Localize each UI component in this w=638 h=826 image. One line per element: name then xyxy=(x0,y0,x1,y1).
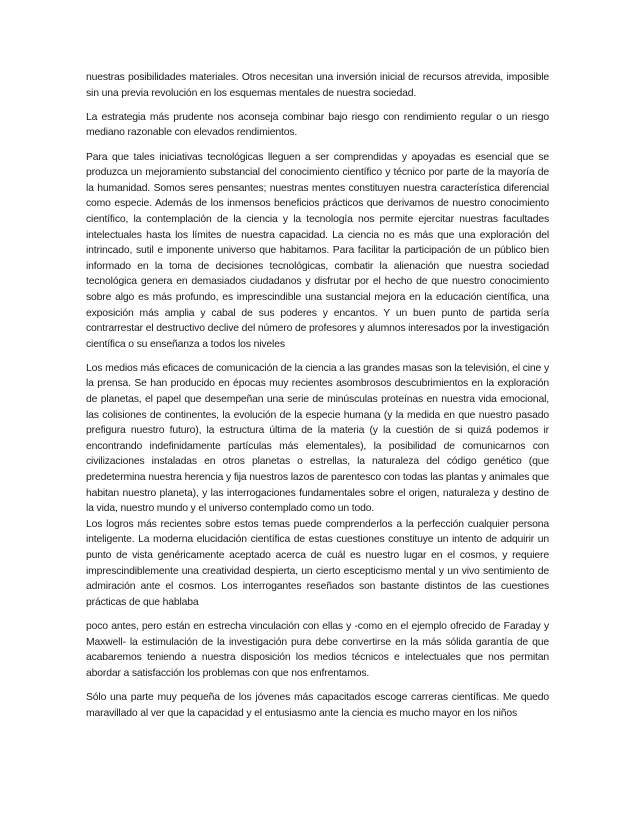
paragraph-6: poco antes, pero están en estrecha vinculación con ellas y -como en el ejemplo ofrecido de Faraday y Maxwell- la estimulación de la investigación pura debe convertirse en la más sólida garantía de que acabaremos teniendo a nuestra disposición los medios técnicos e intelectuales que nos permitan abordar a satisfacción los problemas con que nos enfrentamos. xyxy=(86,620,549,679)
paragraph-3: Para que tales iniciativas tecnológicas lleguen a ser comprendidas y apoyadas es esencial que se produzca un mejoramiento substancial del conocimiento científico y técnico por parte de la mayoría de la humanidad. Somos seres pensantes; nuestras mentes constituyen nuestra característica diferencial como especie. Además de los inmensos beneficios prácticos que derivamos de nuestro conocimiento científico, la contemplación de la ciencia y la tecnología nos permite ejercitar nuestras facultades intelectuales hasta los límites de nuestra capacidad. La ciencia no es más que una exploración del intrincado, sutil e imponente universo que habitamos. Para facilitar la participación de un público bien informado en la toma de decisiones tecnológicas, combatir la alienación que nuestra sociedad tecnológica genera en demasiados ciudadanos y disfrutar por el hecho de que nuestro conocimiento sobre algo es más profundo, es imprescindible una sustancial mejora en la educación científica, una exposición más amplia y cabal de sus poderes y encantos. Y un buen punto de partida sería contrarrestar el destructivo declive del número de profesores y alumnos interesados por la investigación científica o su enseñanza a todos los niveles xyxy=(86,151,549,350)
paragraph-2: La estrategia más prudente nos aconseja combinar bajo riesgo con rendimiento regular o un riesgo mediano razonable con elevados rendimientos. xyxy=(86,111,549,139)
paragraph-1: nuestras posibilidades materiales. Otros necesitan una inversión inicial de recursos atrevida, imposible sin una previa revolución en los esquemas mentales de nuestra sociedad. xyxy=(86,72,549,99)
paragraph-5: Los logros más recientes sobre estos temas puede comprenderlos a la perfección cualquier persona inteligente. La moderna elucidación científica de estas cuestiones constituye un intento de adquirir un punto de vista genéricamente aceptado acerca de cuál es nuestro lugar en el cosmos, y requiere imprescindiblemente una creatividad despierta, un cierto escepticismo mental y un vivo sentimiento de admiración ante el cosmos. Los interrogantes reseñados son bastante distintos de las cuestiones prácticas de que hablaba xyxy=(86,518,549,608)
paragraph-7: Sólo una parte muy pequeña de los jóvenes más capacitados escoge carreras científicas. Me quedo maravillado al ver que la capacidad y el entusiasmo ante la ciencia es mucho mayor en los niños xyxy=(86,691,549,719)
document-page xyxy=(86,70,549,730)
paragraph-4: Los medios más eficaces de comunicación de la ciencia a las grandes masas son la televisión, el cine y la prensa. Se han producido en épocas muy recientes asombrosos descubrimientos en la exploración de planetas, el papel que desempeñan una serie de minúsculas proteínas en nuestra vida emocional, las colisiones de continentes, la evolución de la especie humana (y la medida en que nuestro pasado prefigura nuestro futuro), la estructura última de la materia (y la cuestión de si quizá podemos ir encontrando indefinidamente partículas más elementales), la posibilidad de comunicarnos con civilizaciones instaladas en otros planetas o estrellas, la naturaleza del código genético (que predetermina nuestra herencia y fija nuestros lazos de parentesco con todas las plantas y animales que habitan nuestro planeta), y las interrogaciones fundamentales sobre el origen, naturaleza y destino de la vida, nuestro mundo y el universo contemplado como un todo. xyxy=(86,362,549,515)
